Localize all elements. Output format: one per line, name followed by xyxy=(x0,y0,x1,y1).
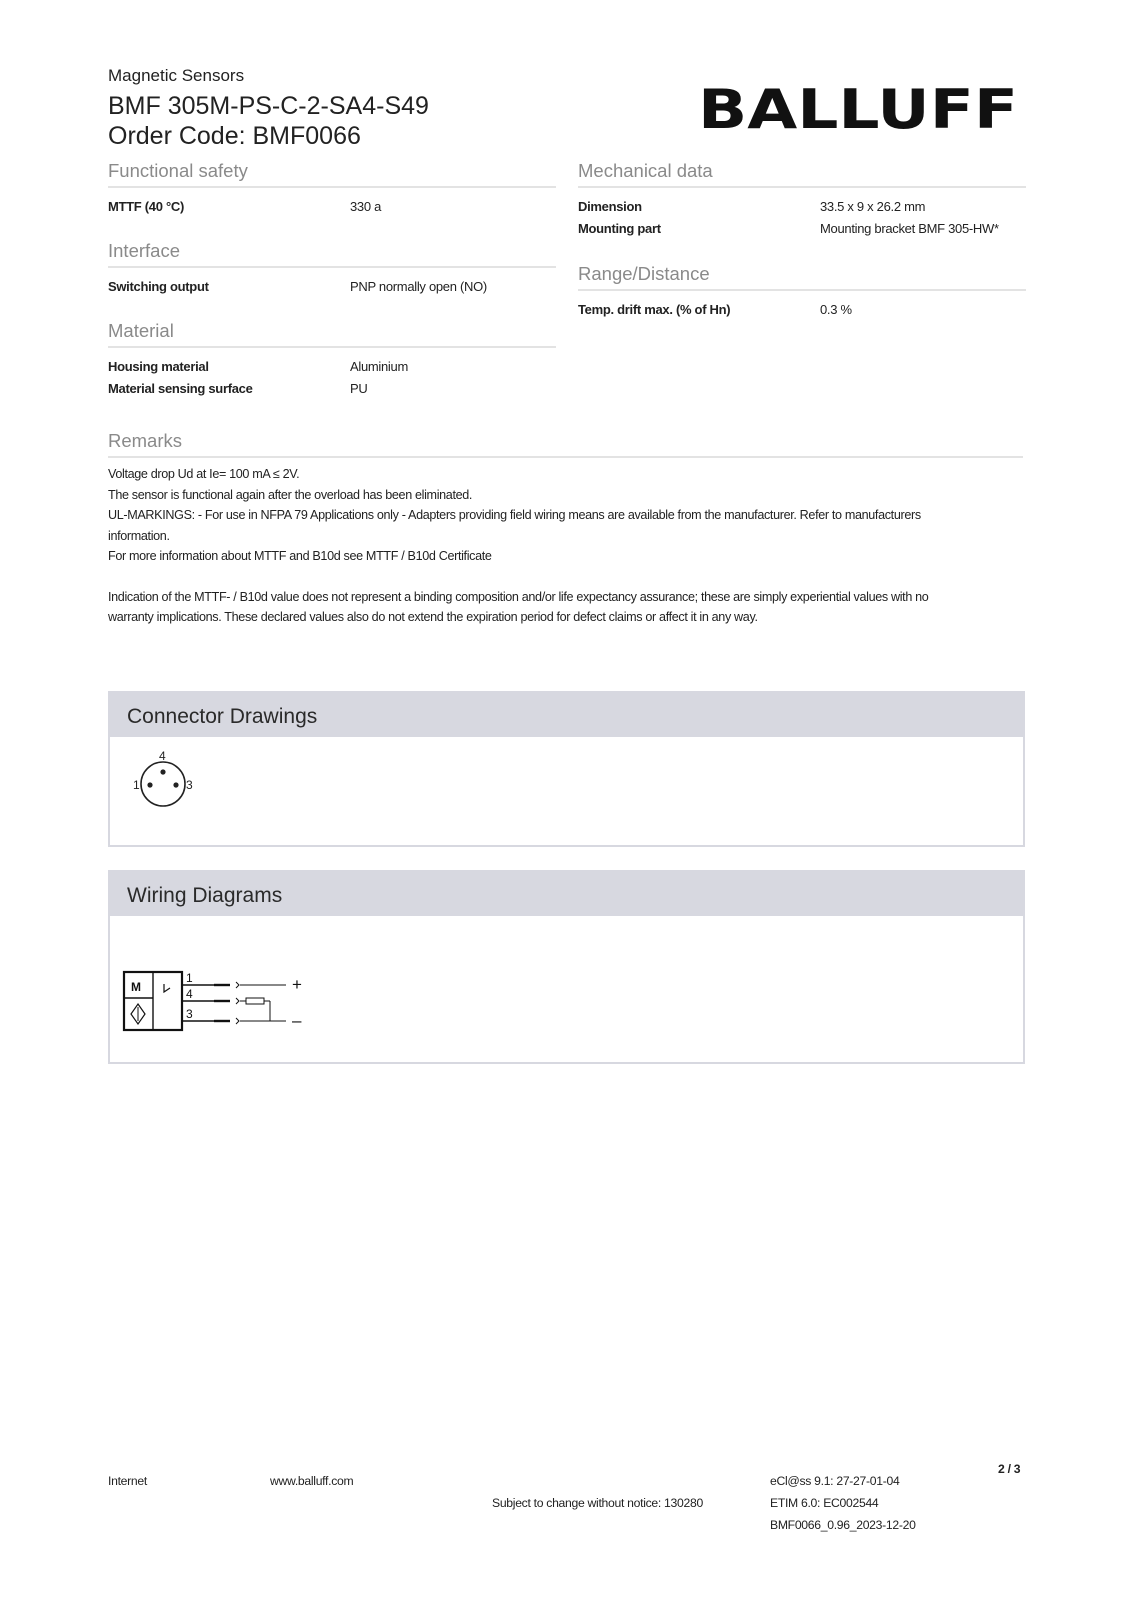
load-resistor-icon xyxy=(246,998,264,1004)
spec-value: PNP normally open (NO) xyxy=(350,279,487,294)
spec-row xyxy=(108,378,556,400)
connector-pin-diagram xyxy=(118,747,208,827)
section-title: Range/Distance xyxy=(578,263,1026,291)
pin-dot xyxy=(147,782,152,787)
section-range-distance xyxy=(578,263,1026,321)
switch-contact-icon xyxy=(164,984,170,992)
section-title: Remarks xyxy=(108,430,1023,458)
disclaimer-line: warranty implications. These declared values also do not extend the expiration period for defect claims or affect it in any way. xyxy=(108,610,758,624)
pin-dot xyxy=(160,769,165,774)
section-material xyxy=(108,320,556,400)
pin-label: 1 xyxy=(186,971,193,985)
product-model: BMF 305M-PS-C-2-SA4-S49 xyxy=(108,92,429,120)
pin-label: 3 xyxy=(186,1007,193,1021)
spec-row xyxy=(108,276,556,298)
wiring-diagrams-panel xyxy=(108,870,1025,1064)
spec-label: Material sensing surface xyxy=(108,381,253,396)
remark-line: Voltage drop Ud at Ie= 100 mA ≤ 2V. xyxy=(108,467,300,481)
section-interface xyxy=(108,240,556,298)
disclaimer-line: Indication of the MTTF- / B10d value does not represent a binding composition and/or life expectancy assurance; these are simply experiential values with no xyxy=(108,589,929,604)
section-title: Interface xyxy=(108,240,556,268)
footer-internet-label: Internet xyxy=(108,1474,147,1488)
section-mechanical-data xyxy=(578,160,1026,240)
footer-website-link[interactable]: www.balluff.com xyxy=(270,1474,354,1488)
remark-line: information. xyxy=(108,528,170,543)
section-title: Material xyxy=(108,320,556,348)
remark-line: The sensor is functional again after the overload has been eliminated. xyxy=(108,487,473,502)
pin-dot xyxy=(173,782,178,787)
spec-label: Switching output xyxy=(108,279,209,294)
spec-label: Mounting part xyxy=(578,221,661,236)
svg-text:BALLUFF: BALLUFF xyxy=(698,84,1018,132)
remark-line: For more information about MTTF and B10d see MTTF / B10d Certificate xyxy=(108,549,492,563)
product-category: Magnetic Sensors xyxy=(108,66,245,85)
spec-value: 0.3 % xyxy=(820,302,852,317)
section-title: Functional safety xyxy=(108,160,556,188)
pin-label: 1 xyxy=(133,778,140,792)
remark-line: UL-MARKINGS: - For use in NFPA 79 Applications only - Adapters providing field wiring means are available from the manufacturer. Refer to manufacturers xyxy=(108,508,921,522)
wiring-schematic xyxy=(120,964,340,1064)
footer-etim: ETIM 6.0: EC002544 xyxy=(770,1496,879,1510)
spec-row xyxy=(578,299,1026,321)
panel-title: Connector Drawings xyxy=(110,693,1023,737)
footer-document-id: BMF0066_0.96_2023-12-20 xyxy=(770,1518,916,1532)
spec-label: MTTF (40 °C) xyxy=(108,199,184,214)
pin-label: 3 xyxy=(186,778,193,792)
order-code: Order Code: BMF0066 xyxy=(108,122,361,150)
negative-terminal-label: – xyxy=(292,1011,302,1030)
spec-value: Mounting bracket BMF 305-HW* xyxy=(820,221,999,236)
sensor-box-label: M xyxy=(131,980,141,994)
spec-value: Aluminium xyxy=(350,359,408,374)
page-number: 2 / 3 xyxy=(998,1462,1021,1476)
footer-eclass: eCl@ss 9.1: 27-27-01-04 xyxy=(770,1474,900,1488)
section-remarks xyxy=(108,430,1023,628)
spec-label: Temp. drift max. (% of Hn) xyxy=(578,302,731,317)
spec-row xyxy=(108,196,556,218)
spec-row xyxy=(578,218,1026,240)
balluff-logo xyxy=(698,84,1022,132)
section-title: Mechanical data xyxy=(578,160,1026,188)
spec-row xyxy=(578,196,1026,218)
spec-label: Housing material xyxy=(108,359,209,374)
pin-label: 4 xyxy=(159,749,166,763)
spec-value: 330 a xyxy=(350,199,382,214)
panel-title: Wiring Diagrams xyxy=(110,872,1023,916)
section-functional-safety xyxy=(108,160,556,218)
positive-terminal-label: + xyxy=(292,975,302,994)
spec-value: PU xyxy=(350,381,368,396)
spec-label: Dimension xyxy=(578,199,642,214)
spec-row xyxy=(108,356,556,378)
pin-label: 4 xyxy=(186,987,193,1001)
spec-value: 33.5 x 9 x 26.2 mm xyxy=(820,199,926,214)
connector-drawings-panel xyxy=(108,691,1025,847)
footer-change-notice: Subject to change without notice: 130280 xyxy=(492,1496,703,1510)
